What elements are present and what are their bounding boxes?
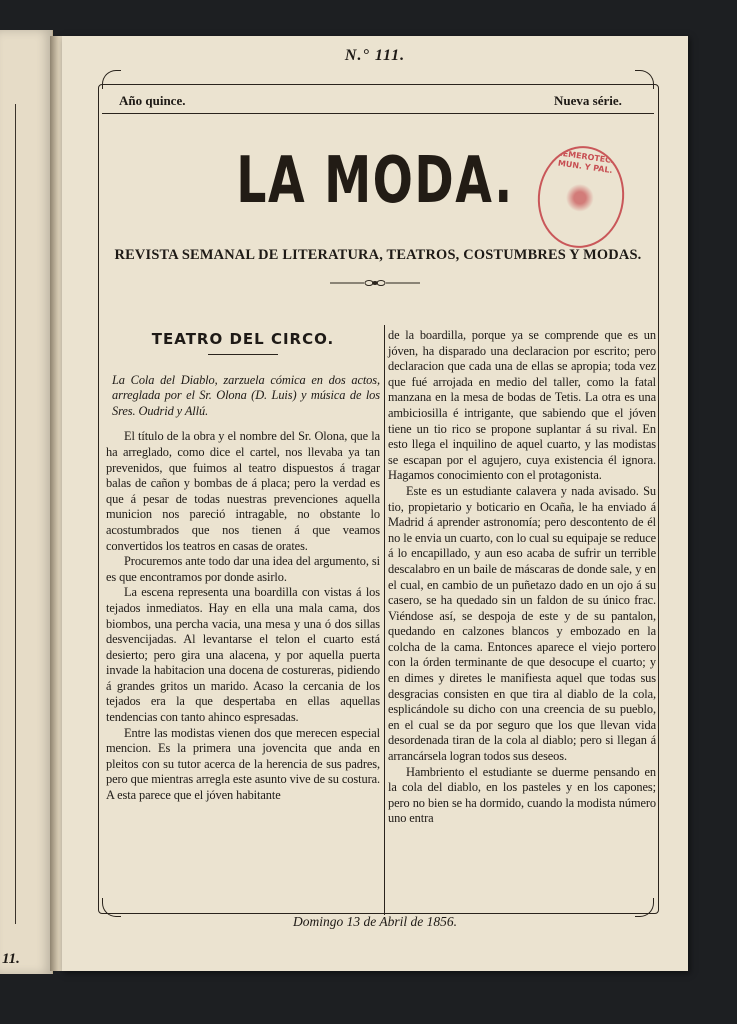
column-divider [384,325,385,915]
article-paragraph: Procuremos ante todo dar una idea del argumento, si es que encontramos por donde asirlo. [106,554,380,584]
frame-corner-ornament [635,70,654,89]
year-label: Año quince. [119,93,186,108]
article-paragraph: de la boardilla, porque ya se comprende que es un jóven, ha disparado una declaracion por escrito; pero declaracion que cada una de ellas se apropia; toda vez que fué arrojada en medio del taller, como la fatal manzana en la mesa de bodas de Tetis. La otra es una ambiciosilla é intrigante, que sabiendo que el jóven tiene un tio rico se propone suplantar á su rival. En esto llega el inquilino de aquel cuarto, y las modistas se escapan por el agujero, cuya existencia él ignora. Hagamos conocimiento con el protagonista. [388,328,656,483]
frame-corner-ornament [102,70,121,89]
issue-date: Domingo 13 de Abril de 1856. [293,914,457,929]
article-paragraph: Este es un estudiante calavera y nada avisado. Su tio, propietario y boticario en Ocaña, le ha enviado á Madrid á aprender astronomía; pero descontento de él no le envia un cuarto, con lo cual su equipaje se reduce á lo encapillado, y aun eso acaba de sufrir un terrible descalabro en un baile de máscaras de donde sale, y en el cual, en cambio de un puñetazo dado en un ojo á su casero, se ha quedado sin un faldon de su único frac. Viéndose así, se despoja de este y de su pantalon, quedando en calzones blancos y embozado en la colcha de la cama. Entonces aparece el viejo portero con la órden terminante de que desocupe el cuarto; y en dimes y diretes le manifiesta aquel que todas sus desgracias consisten en que tira al diablo de la cola, esplicándole su dicho con una creencia de su pueblo, en el cual se da por seguro que los que llevan vida desordenada tiran de la cola al diablo; pero si llegan á arrancársela logran todos sus deseos. [388,483,656,764]
article-paragraph: La escena representa una boardilla con vistas á los tejados inmediatos. Hay en ella una mala cama, dos biombos, una percha vacia, una mesa y una ó dos sillas desvencijadas. Al levantarse el telon el cuarto está desierto; pero gira una alacena, y por aquella puerta invade la habitacion una docena de costureras, pidiendo á grandes gritos un marido. Acaso la cercania de los tejados era la que despertaba en ellas aquellas tendencias con tanto ahinco espresadas. [106,585,380,725]
masthead-title: LA MODA. [236,144,514,218]
article-title: TEATRO DEL CIRCO. [151,330,335,348]
article-paragraph: Hambriento el estudiante se duerme pensando en la cola del diablo, en los pasteles y en los capones; pero no bien se ha dormido, cuando la modista número uno entra [388,764,656,826]
issue-number: N.° 111. [344,47,406,64]
ornament-divider-icon [330,279,420,287]
header-rule [102,113,654,114]
masthead-subtitle: REVISTA SEMANAL DE LITERATURA, TEATROS, COSTUMBRES Y MODAS. [114,247,642,263]
newspaper-page [62,36,688,971]
previous-page-number: 11. [2,951,20,967]
article-column-right [388,328,656,827]
article-paragraph: Entre las modistas vienen dos que merecen especial mencion. Es la primera una jovencita que anda en pleitos con su tutor acerca de la herencia de sus padres, pero que mientras arregla este asunto vive de su costura. A esta parece que el jóven habitante [106,725,380,803]
series-label: Nueva série. [554,93,622,108]
article-intro: La Cola del Diablo, zarzuela cómica en dos actos, arreglada por el Sr. Olona (D. Luis) y música de los Sres. Oudrid y Allú. [112,372,380,418]
title-rule [208,354,278,355]
stamp-text: HEMEROTECA MUN. Y PAL. [555,148,618,176]
article-column-left [106,328,380,804]
previous-page-frame-rule [15,104,16,924]
stamp-crest-icon [564,182,596,214]
previous-page-edge [0,30,53,974]
article-paragraph: El título de la obra y el nombre del Sr. Olona, que la ha arreglado, como dice el cartel, nos llevaba ya tan prevenidos, que fuimos al teatro dispuestos á tragar balas de cañon y bombas de á placa; pero la verdad es que á pesar de todas nuestras prevenciones aquella municion nos pareció intragable, no obstante lo acostumbrados que nos tienen á que veamos convertidos los teatros en casas de orates. [106,429,380,553]
